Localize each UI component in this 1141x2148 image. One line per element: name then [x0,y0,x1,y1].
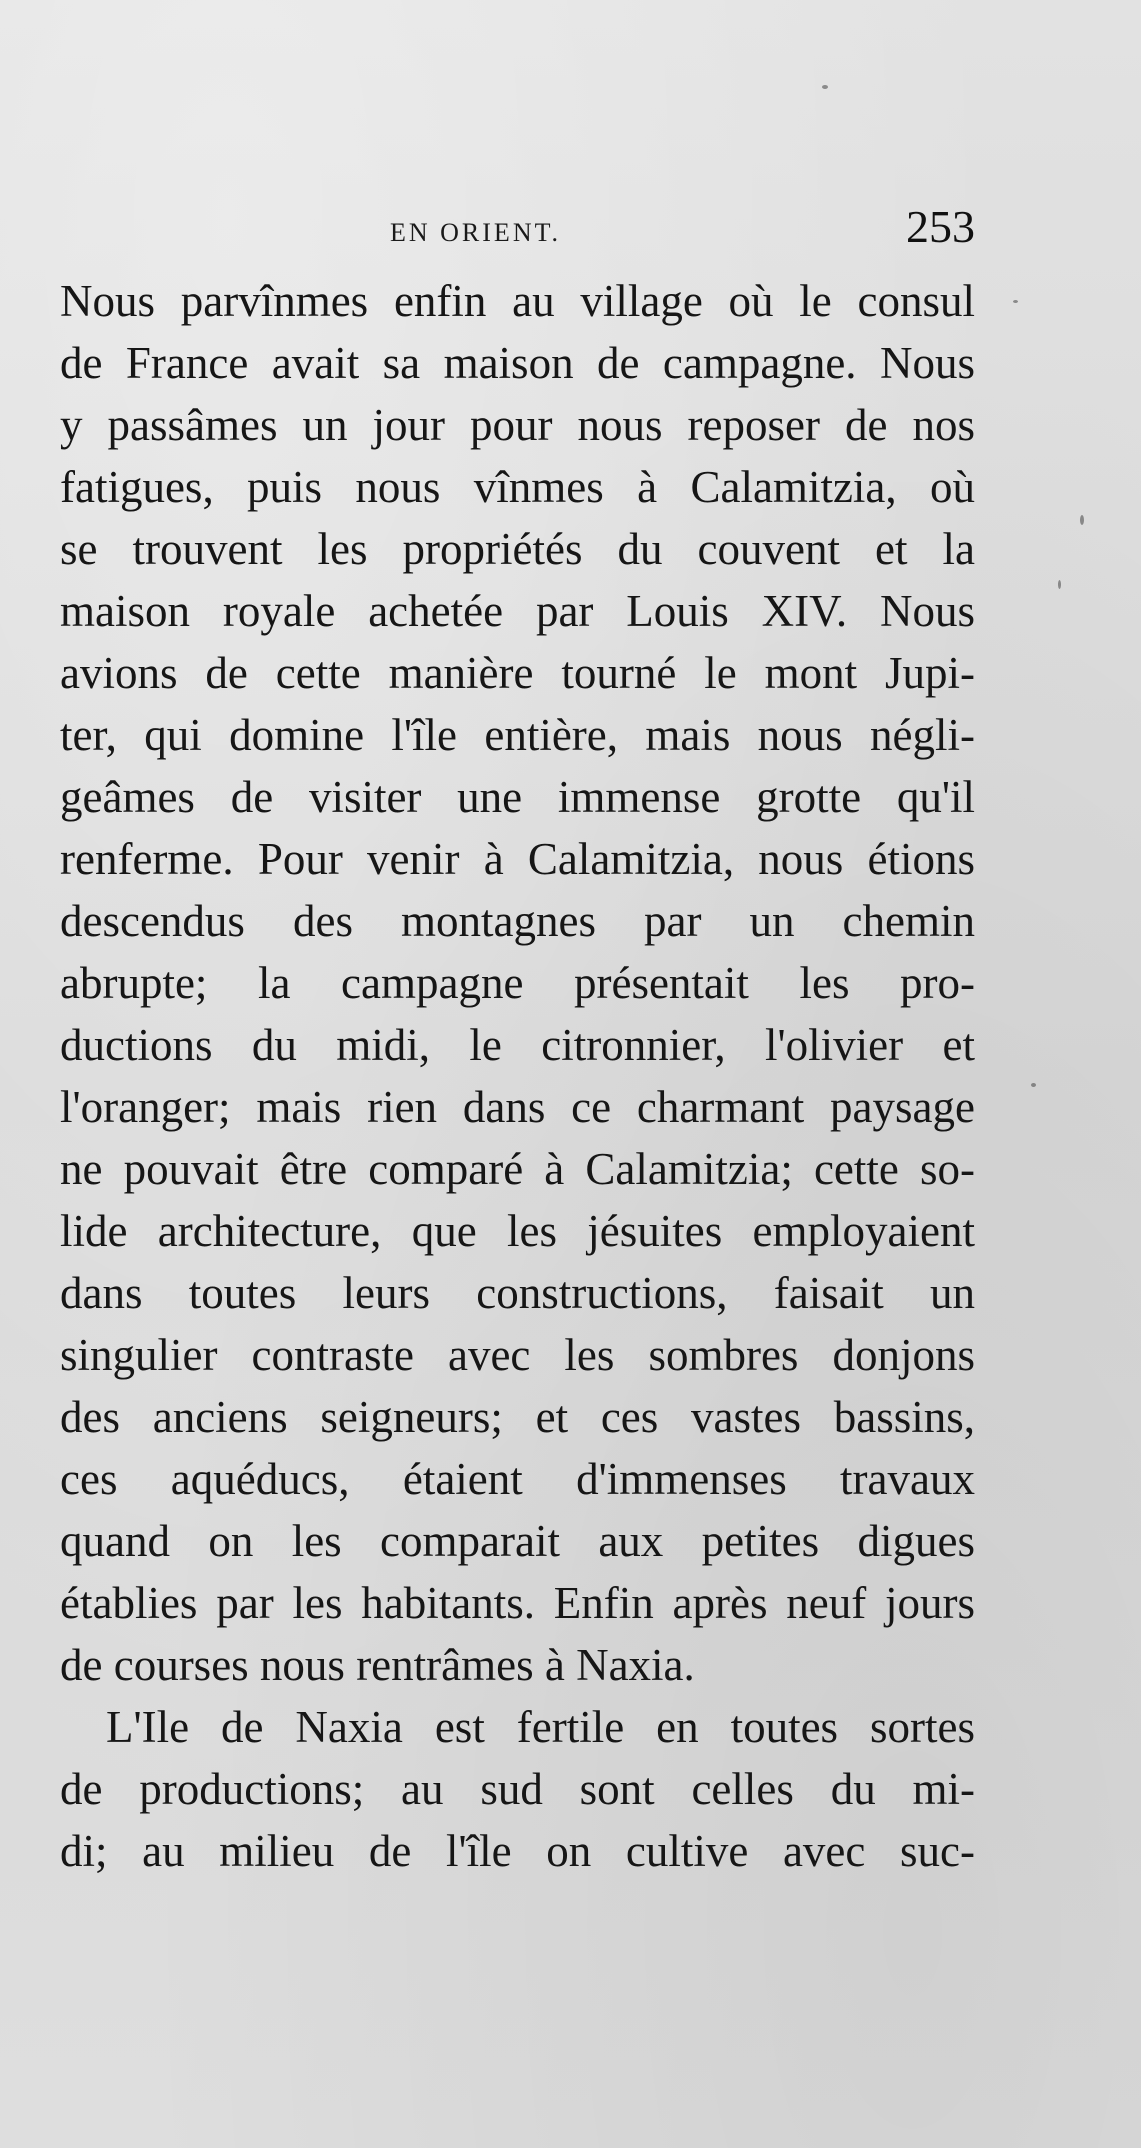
text-line: de courses nous rentrâmes à Naxia. [60,1640,695,1690]
text-line: abrupte; la campagne présentait les pro- [60,958,975,1008]
text-line: l'oranger; mais rien dans ce charmant paysage [60,1082,975,1132]
text-line: L'Ile de Naxia est fertile en toutes sortes [106,1702,975,1752]
text-line: ter, qui domine l'île entière, mais nous négli- [60,710,975,760]
page-number: 253 [906,201,975,252]
body-text [60,270,975,1882]
paragraph-1 [60,270,975,1696]
text-line: lide architecture, que les jésuites employaient [60,1206,975,1256]
text-line: ces aquéducs, étaient d'immenses travaux [60,1454,975,1504]
text-line: geâmes de visiter une immense grotte qu'il [60,772,975,822]
scan-speck [1058,580,1061,589]
running-head: EN ORIENT. [390,218,562,247]
text-line: di; au milieu de l'île on cultive avec suc- [60,1826,975,1876]
text-line: descendus des montagnes par un chemin [60,896,975,946]
text-line: quand on les comparait aux petites digues [60,1516,975,1566]
text-line: de productions; au sud sont celles du mi- [60,1764,975,1814]
scan-speck [1080,515,1084,525]
text-line: fatigues, puis nous vînmes à Calamitzia, où [60,462,975,512]
text-line: se trouvent les propriétés du couvent et la [60,524,975,574]
text-line: singulier contraste avec les sombres donjons [60,1330,975,1380]
text-line: ne pouvait être comparé à Calamitzia; cette so- [60,1144,975,1194]
text-line: Nous parvînmes enfin au village où le consul [60,276,975,326]
scan-speck [822,85,828,89]
scan-speck [1013,300,1018,303]
paragraph-2 [60,1696,975,1882]
text-line: renferme. Pour venir à Calamitzia, nous étions [60,834,975,884]
text-line: établies par les habitants. Enfin après neuf jours [60,1578,975,1628]
text-line: dans toutes leurs constructions, faisait un [60,1268,975,1318]
text-line: des anciens seigneurs; et ces vastes bassins, [60,1392,975,1442]
page-header [60,198,975,258]
scan-speck [1031,1083,1036,1087]
text-line: maison royale achetée par Louis XIV. Nous [60,586,975,636]
text-line: y passâmes un jour pour nous reposer de nos [60,400,975,450]
text-line: de France avait sa maison de campagne. Nous [60,338,975,388]
text-line: ductions du midi, le citronnier, l'olivier et [60,1020,975,1070]
text-line: avions de cette manière tourné le mont Jupi- [60,648,975,698]
